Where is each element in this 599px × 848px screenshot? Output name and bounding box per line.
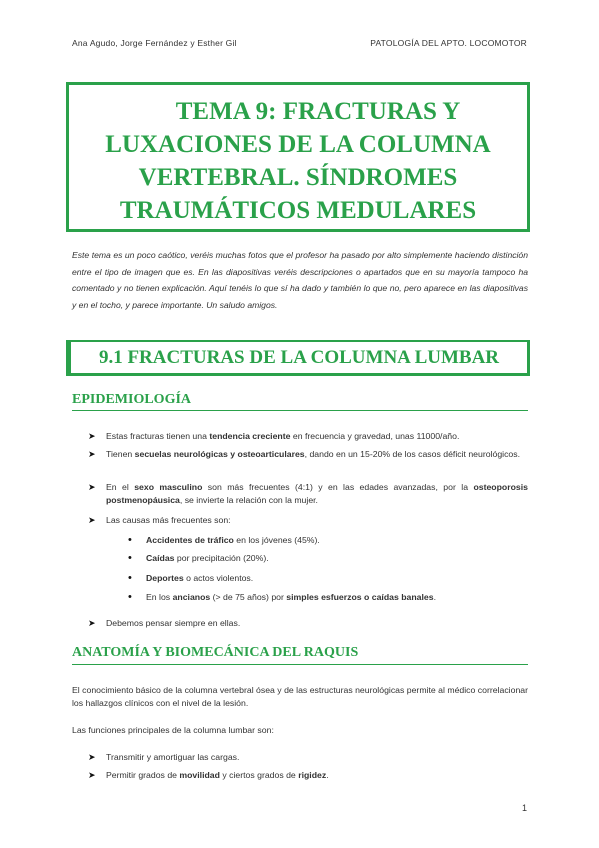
header-course: PATOLOGÍA DEL APTO. LOCOMOTOR [370, 38, 527, 48]
title-line-3: VERTEBRAL. SÍNDROMES [138, 164, 458, 191]
page-number: 1 [521, 803, 527, 813]
section-title: 9.1 FRACTURAS DE LA COLUMNA LUMBAR [98, 347, 500, 368]
arrow-bullet-icon: ➤ [88, 449, 96, 459]
dot-bullet-icon: • [128, 591, 132, 603]
arrow-bullet-icon: ➤ [88, 431, 96, 441]
arrow-bullet-icon: ➤ [88, 482, 96, 492]
heading-rule [72, 410, 528, 411]
list-item: • Accidentes de tráfico en los jóvenes (45%). [128, 534, 320, 546]
list-item: ➤ Las causas más frecuentes son: [88, 515, 231, 525]
arrow-bullet-icon: ➤ [88, 752, 96, 762]
title-line-2: LUXACIONES DE LA COLUMNA [105, 131, 491, 158]
list-item: ➤ Estas fracturas tienen una tendencia creciente en frecuencia y gravedad, unas 11000/año. [88, 431, 460, 441]
dot-bullet-icon: • [128, 572, 132, 584]
paragraph: El conocimiento básico de la columna vertebral ósea y de las estructuras neurológicas permite al médico correlacionar los hallazgos clínicos con el nivel de la lesión. [72, 685, 528, 708]
heading-anatomia: ANATOMÍA Y BIOMECÁNICA DEL RAQUIS [72, 645, 359, 660]
list-item: ➤ Tienen secuelas neurológicas y osteoarticulares, dando en un 15-20% de los casos déficit neurológicos. [88, 449, 521, 459]
list-item: ➤ Debemos pensar siempre en ellas. [88, 618, 241, 628]
title-line-1: TEMA 9: FRACTURAS Y [175, 98, 461, 125]
title-line-4: TRAUMÁTICOS MEDULARES [119, 197, 477, 224]
arrow-bullet-icon: ➤ [88, 618, 96, 628]
page-title [69, 95, 527, 227]
list-item: • Deportes o actos violentos. [128, 572, 254, 584]
dot-bullet-icon: • [128, 534, 132, 546]
list-item: • Caídas por precipitación (20%). [128, 552, 269, 564]
list-item: ➤ Permitir grados de movilidad y ciertos grados de rigidez. [88, 770, 329, 780]
title-box [66, 82, 530, 232]
intro-paragraph: Este tema es un poco caótico, veréis muchas fotos que el profesor ha pasado por alto simplemente haciendo distinción entre el tipo de imagen que es. En las diapositivas veréis descripciones o apartados que en su mayoría tampoco ha comentado y no tienen explicación. Aquí tenéis lo que sí ha dado y también lo que no, pero aparece en las diapositivas y en el tocho, y parece importante. Un saludo amigos. [72, 250, 528, 310]
header-authors: Ana Agudo, Jorge Fernández y Esther Gil [72, 38, 237, 48]
section-box [66, 340, 530, 376]
paragraph: Las funciones principales de la columna lumbar son: [72, 725, 274, 735]
list-item: ➤ Transmitir y amortiguar las cargas. [88, 752, 240, 762]
list-item: ➤ En el sexo masculino son más frecuentes (4:1) y en las edades avanzadas, por la osteoporosis postmenopáusica, se invierte la relación con la mujer. [88, 482, 528, 505]
list-item: • En los ancianos (> de 75 años) por simples esfuerzos o caídas banales. [128, 591, 436, 603]
heading-epidemiologia: EPIDEMIOLOGÍA [72, 392, 192, 407]
arrow-bullet-icon: ➤ [88, 515, 96, 525]
heading-rule [72, 664, 528, 665]
arrow-bullet-icon: ➤ [88, 770, 96, 780]
dot-bullet-icon: • [128, 552, 132, 564]
